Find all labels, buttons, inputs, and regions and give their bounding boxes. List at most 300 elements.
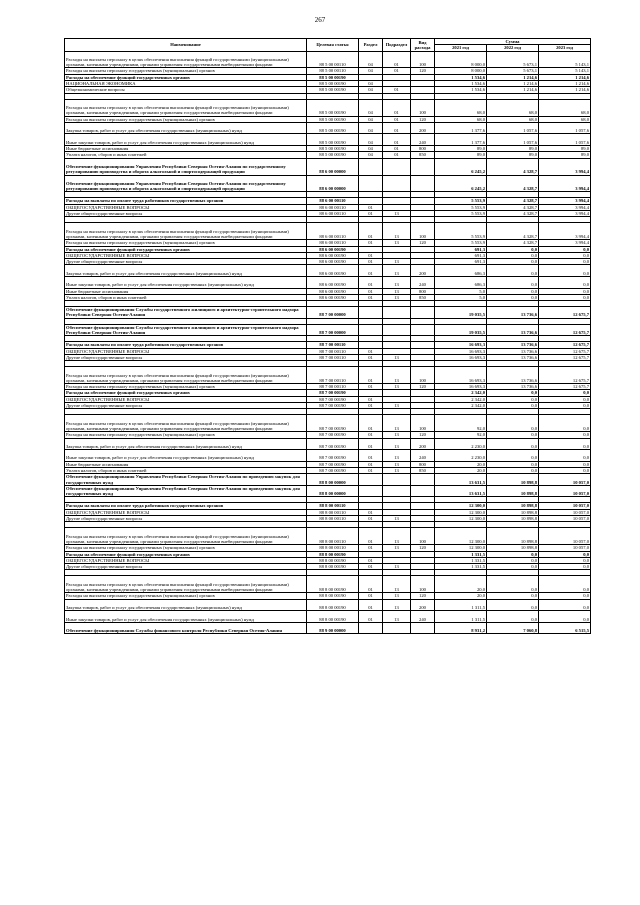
row-target-code: 88 6 00 00190 [307, 288, 359, 294]
row-sum-2021: 686,3 [435, 276, 487, 288]
row-subsection: 13 [383, 288, 411, 294]
row-sum-2022: 4 328,7 [487, 158, 539, 175]
row-section [359, 474, 383, 486]
row-sum-2023: 10 057,0 [539, 516, 591, 522]
table-row [65, 528, 591, 545]
table-row [65, 599, 591, 611]
row-sum-2023: 0,0 [539, 415, 591, 432]
row-expense-type [411, 474, 435, 486]
row-sum-2023: 0,0 [539, 294, 591, 300]
row-subsection [383, 622, 411, 634]
row-sum-2023: 3 994,4 [539, 223, 591, 240]
row-name: Обеспечение функционирования Службы государственного жилищного и архитектурно-строительного надзора Республики Северная Осетия-Алания [65, 307, 307, 319]
row-sum-2023: 12 675,7 [539, 307, 591, 319]
row-section: 01 [359, 545, 383, 551]
row-sum-2023: 10 057,0 [539, 528, 591, 545]
row-section: 01 [359, 528, 383, 545]
row-subsection [383, 485, 411, 497]
row-sum-2021: 1 331,5 [435, 551, 487, 557]
row-section: 01 [359, 415, 383, 432]
row-expense-type: 100 [411, 528, 435, 545]
row-expense-type: 240 [411, 450, 435, 462]
row-subsection: 13 [383, 576, 411, 593]
row-expense-type: 120 [411, 545, 435, 551]
row-sum-2021: 691,3 [435, 246, 487, 252]
row-sum-2021: 1 331,5 [435, 564, 487, 570]
row-sum-2022: 0,0 [487, 611, 539, 623]
row-sum-2022: 10 898,8 [487, 545, 539, 551]
row-sum-2021: 5 553,9 [435, 223, 487, 240]
row-target-code: 88 6 00 00000 [307, 175, 359, 192]
row-section: 01 [359, 259, 383, 265]
row-sum-2023: 0,0 [539, 468, 591, 474]
row-sum-2021: 8 000,0 [435, 51, 487, 68]
row-target-code: 88 7 00 00190 [307, 450, 359, 462]
row-expense-type: 800 [411, 461, 435, 467]
row-section: 01 [359, 403, 383, 409]
row-sum-2022: 0,0 [487, 396, 539, 402]
row-sum-2023: 12 675,7 [539, 384, 591, 390]
row-expense-type: 800 [411, 288, 435, 294]
row-sum-2022: 68,0 [487, 99, 539, 116]
header-section: Раздел [359, 39, 383, 52]
row-target-code: 88 6 00 00190 [307, 294, 359, 300]
row-sum-2021: 16 693,3 [435, 384, 487, 390]
row-section: 04 [359, 152, 383, 158]
table-row [65, 99, 591, 116]
row-target-code: 88 7 00 00110 [307, 367, 359, 384]
row-subsection: 13 [383, 450, 411, 462]
row-section: 01 [359, 204, 383, 210]
row-expense-type: 100 [411, 51, 435, 68]
row-name: Иные закупки товаров, работ и услуг для обеспечения государственных (муниципальных) нужд [65, 276, 307, 288]
table-row [65, 223, 591, 240]
row-name: ОБЩЕГОСУДАРСТВЕННЫЕ ВОПРОСЫ [65, 396, 307, 402]
row-target-code: 88 7 00 00190 [307, 403, 359, 409]
row-target-code: 88 6 00 00190 [307, 265, 359, 277]
row-section: 01 [359, 593, 383, 599]
table-row [65, 611, 591, 623]
header-2023: 2023 год [539, 45, 591, 51]
row-target-code: 88 7 00 00110 [307, 384, 359, 390]
row-sum-2021: 5 553,9 [435, 204, 487, 210]
row-subsection: 13 [383, 403, 411, 409]
row-expense-type: 240 [411, 276, 435, 288]
row-subsection: 01 [383, 122, 411, 134]
row-sum-2022: 13 736,6 [487, 367, 539, 384]
row-section: 01 [359, 265, 383, 277]
row-sum-2021: 92,0 [435, 432, 487, 438]
row-sum-2023: 0,0 [539, 557, 591, 563]
row-name: Иные бюджетные ассигнования [65, 288, 307, 294]
row-sum-2022: 0,0 [487, 576, 539, 593]
row-subsection: 01 [383, 51, 411, 68]
row-name: Расходы на выплаты персоналу в целях обеспечения выполнения функций государственными (муниципальными) органами, казенными учреждениями, органами управления государственными внебюджетными фондами [65, 99, 307, 116]
row-section: 01 [359, 223, 383, 240]
row-target-code: 88 5 00 00190 [307, 74, 359, 80]
row-expense-type: 100 [411, 415, 435, 432]
row-subsection: 01 [383, 134, 411, 146]
table-row [65, 438, 591, 450]
row-subsection: 13 [383, 461, 411, 467]
row-section [359, 307, 383, 319]
row-sum-2021: 5 553,9 [435, 240, 487, 246]
row-target-code: 88 7 00 00110 [307, 342, 359, 348]
row-sum-2023: 68,0 [539, 116, 591, 122]
row-name: Обеспечение функционирования Управления Республики Северная Осетия-Алания по проведению закупок для государственных нужд [65, 474, 307, 486]
row-sum-2021: 19 035,5 [435, 307, 487, 319]
row-sum-2023: 89,0 [539, 146, 591, 152]
row-sum-2023: 3 994,4 [539, 175, 591, 192]
row-sum-2022: 5 673,1 [487, 68, 539, 74]
row-sum-2022: 0,0 [487, 599, 539, 611]
row-sum-2023: 10 057,0 [539, 503, 591, 509]
row-sum-2021: 16 693,3 [435, 342, 487, 348]
row-target-code: 88 5 00 00190 [307, 116, 359, 122]
table-row [65, 324, 591, 336]
row-subsection: 01 [383, 146, 411, 152]
header-2022: 2022 год [487, 45, 539, 51]
row-sum-2023: 0,0 [539, 576, 591, 593]
row-target-code: 88 6 00 00110 [307, 198, 359, 204]
row-name: ОБЩЕГОСУДАРСТВЕННЫЕ ВОПРОСЫ [65, 252, 307, 258]
row-expense-type [411, 485, 435, 497]
row-target-code: 88 6 00 00110 [307, 240, 359, 246]
row-section: 01 [359, 611, 383, 623]
table-row [65, 622, 591, 634]
row-sum-2023: 12 675,7 [539, 342, 591, 348]
row-name: Расходы на выплаты по оплате труда работников государственных органов [65, 503, 307, 509]
row-subsection [383, 307, 411, 319]
row-target-code: 88 7 00 00190 [307, 461, 359, 467]
row-sum-2022: 10 898,8 [487, 474, 539, 486]
row-name: ОБЩЕГОСУДАРСТВЕННЫЕ ВОПРОСЫ [65, 509, 307, 515]
row-section: 04 [359, 99, 383, 116]
row-sum-2021: 1 534,6 [435, 87, 487, 93]
table-row [65, 450, 591, 462]
row-name: Закупка товаров, работ и услуг для обеспечения государственных (муниципальных) нужд [65, 438, 307, 450]
row-section: 04 [359, 122, 383, 134]
row-sum-2022: 0,0 [487, 461, 539, 467]
row-subsection: 13 [383, 223, 411, 240]
row-target-code: 88 6 00 00190 [307, 252, 359, 258]
row-target-code: 88 5 00 00190 [307, 81, 359, 87]
row-sum-2022: 1 214,6 [487, 81, 539, 87]
row-expense-type [411, 158, 435, 175]
row-sum-2022: 0,0 [487, 390, 539, 396]
row-sum-2023: 0,0 [539, 564, 591, 570]
row-name: Расходы на обеспечение функций государственных органов [65, 551, 307, 557]
row-target-code: 88 8 00 00110 [307, 509, 359, 515]
row-target-code: 88 7 00 00110 [307, 354, 359, 360]
row-sum-2023: 3 994,4 [539, 211, 591, 217]
row-sum-2021: 5,0 [435, 288, 487, 294]
row-sum-2022: 0,0 [487, 403, 539, 409]
row-section [359, 158, 383, 175]
row-subsection: 13 [383, 611, 411, 623]
row-sum-2021: 5 553,9 [435, 211, 487, 217]
row-section: 04 [359, 87, 383, 93]
row-expense-type: 120 [411, 432, 435, 438]
row-section: 01 [359, 509, 383, 515]
row-subsection: 13 [383, 468, 411, 474]
row-section [359, 622, 383, 634]
row-expense-type [411, 324, 435, 336]
row-section: 01 [359, 599, 383, 611]
row-target-code: 88 6 00 00110 [307, 223, 359, 240]
row-name: Расходы на выплаты персоналу в целях обеспечения выполнения функций государственными (муниципальными) органами, казенными учреждениями, органами управления государственными внебюджетными фондами [65, 415, 307, 432]
row-section: 01 [359, 461, 383, 467]
row-sum-2021: 1 311,5 [435, 599, 487, 611]
row-target-code: 88 8 00 00190 [307, 557, 359, 563]
row-section [359, 485, 383, 497]
row-target-code: 88 7 00 00000 [307, 307, 359, 319]
row-sum-2022: 13 736,6 [487, 307, 539, 319]
row-name: Расходы на выплаты персоналу в целях обеспечения выполнения функций государственными (муниципальными) органами, казенными учреждениями, органами управления государственными внебюджетными фондами [65, 576, 307, 593]
header-row [65, 39, 591, 45]
row-target-code: 88 5 00 00190 [307, 152, 359, 158]
row-sum-2022: 1 057,6 [487, 122, 539, 134]
row-expense-type: 100 [411, 367, 435, 384]
table-row [65, 474, 591, 486]
row-sum-2023: 0,0 [539, 403, 591, 409]
row-sum-2023: 1 214,6 [539, 74, 591, 80]
row-expense-type: 200 [411, 122, 435, 134]
row-name: Иные закупки товаров, работ и услуг для обеспечения государственных (муниципальных) нужд [65, 611, 307, 623]
row-sum-2022: 4 328,7 [487, 198, 539, 204]
row-subsection: 13 [383, 599, 411, 611]
row-name: Закупка товаров, работ и услуг для обеспечения государственных (муниципальных) нужд [65, 265, 307, 277]
row-sum-2023: 1 214,6 [539, 81, 591, 87]
row-sum-2021: 13 631,5 [435, 474, 487, 486]
row-target-code: 88 5 00 00190 [307, 146, 359, 152]
row-name: ОБЩЕГОСУДАРСТВЕННЫЕ ВОПРОСЫ [65, 557, 307, 563]
row-sum-2022: 10 898,8 [487, 528, 539, 545]
header-name: Наименование [65, 39, 307, 52]
row-section: 01 [359, 396, 383, 402]
row-subsection: 13 [383, 211, 411, 217]
row-sum-2023: 68,0 [539, 99, 591, 116]
row-sum-2021: 2 230,0 [435, 438, 487, 450]
row-expense-type: 100 [411, 223, 435, 240]
row-sum-2022: 68,0 [487, 116, 539, 122]
row-sum-2022: 10 898,8 [487, 509, 539, 515]
row-sum-2022: 10 898,8 [487, 516, 539, 522]
row-name: Другие общегосударственные вопросы [65, 516, 307, 522]
row-target-code: 88 5 00 00190 [307, 134, 359, 146]
row-target-code: 88 8 00 00110 [307, 528, 359, 545]
row-sum-2021: 1 311,5 [435, 611, 487, 623]
row-expense-type: 200 [411, 265, 435, 277]
row-name: Другие общегосударственные вопросы [65, 354, 307, 360]
row-expense-type: 120 [411, 240, 435, 246]
row-subsection: 01 [383, 87, 411, 93]
row-sum-2022: 0,0 [487, 294, 539, 300]
row-sum-2022: 13 736,6 [487, 384, 539, 390]
row-sum-2022: 0,0 [487, 288, 539, 294]
row-target-code: 88 8 00 00110 [307, 545, 359, 551]
row-section: 04 [359, 81, 383, 87]
page-number: 267 [314, 16, 326, 24]
row-sum-2021: 2 230,0 [435, 450, 487, 462]
row-subsection: 13 [383, 384, 411, 390]
row-subsection: 13 [383, 240, 411, 246]
row-name: ОБЩЕГОСУДАРСТВЕННЫЕ ВОПРОСЫ [65, 204, 307, 210]
row-sum-2021: 68,0 [435, 99, 487, 116]
row-sum-2021: 8 000,0 [435, 68, 487, 74]
row-sum-2021: 16 693,3 [435, 367, 487, 384]
row-subsection [383, 324, 411, 336]
row-section: 01 [359, 576, 383, 593]
row-sum-2022: 4 328,7 [487, 175, 539, 192]
row-sum-2023: 3 994,4 [539, 204, 591, 210]
row-sum-2021: 8 931,2 [435, 622, 487, 634]
row-section: 01 [359, 211, 383, 217]
row-sum-2023: 12 675,7 [539, 354, 591, 360]
row-sum-2022: 0,0 [487, 593, 539, 599]
row-sum-2021: 16 693,3 [435, 354, 487, 360]
row-target-code: 88 6 00 00110 [307, 211, 359, 217]
row-target-code: 88 5 00 00190 [307, 87, 359, 93]
row-expense-type: 850 [411, 294, 435, 300]
row-section: 01 [359, 252, 383, 258]
row-sum-2022: 13 736,6 [487, 324, 539, 336]
header-2021: 2021 год [435, 45, 487, 51]
row-sum-2021: 6 245,2 [435, 175, 487, 192]
row-subsection: 13 [383, 593, 411, 599]
row-section: 04 [359, 146, 383, 152]
row-sum-2023: 12 675,7 [539, 324, 591, 336]
row-subsection: 13 [383, 516, 411, 522]
row-section: 01 [359, 240, 383, 246]
row-sum-2023: 0,0 [539, 265, 591, 277]
row-sum-2021: 20,0 [435, 461, 487, 467]
row-target-code: 88 8 00 00110 [307, 516, 359, 522]
table-row [65, 175, 591, 192]
row-sum-2023: 1 214,6 [539, 87, 591, 93]
row-sum-2023: 3 994,4 [539, 198, 591, 204]
row-target-code: 88 7 00 00110 [307, 348, 359, 354]
row-sum-2021: 16 693,3 [435, 348, 487, 354]
row-sum-2023: 0,0 [539, 438, 591, 450]
row-subsection: 01 [383, 152, 411, 158]
row-sum-2023: 0,0 [539, 276, 591, 288]
row-name: Другие общегосударственные вопросы [65, 259, 307, 265]
row-expense-type: 100 [411, 576, 435, 593]
row-target-code: 88 7 00 00190 [307, 396, 359, 402]
row-sum-2021: 20,0 [435, 593, 487, 599]
row-sum-2022: 0,0 [487, 252, 539, 258]
row-sum-2021: 19 035,5 [435, 324, 487, 336]
row-name: Закупка товаров, работ и услуг для обеспечения государственных (муниципальных) нужд [65, 599, 307, 611]
row-name: Закупка товаров, работ и услуг для обеспечения государственных (муниципальных) нужд [65, 122, 307, 134]
row-sum-2022: 89,0 [487, 146, 539, 152]
row-sum-2023: 89,0 [539, 152, 591, 158]
row-name: Расходы на выплаты по оплате труда работников государственных органов [65, 342, 307, 348]
row-name: Обеспечение функционирования Службы государственного жилищного и архитектурно-строительного надзора Республики Северная Осетия-Алания [65, 324, 307, 336]
table-row [65, 307, 591, 319]
row-expense-type: 120 [411, 384, 435, 390]
row-name: Расходы на выплаты по оплате труда работников государственных органов [65, 198, 307, 204]
row-sum-2023: 0,0 [539, 432, 591, 438]
row-name: Иные бюджетные ассигнования [65, 146, 307, 152]
row-target-code: 88 8 00 00000 [307, 474, 359, 486]
row-sum-2022: 0,0 [487, 265, 539, 277]
row-name: Обеспечение функционирования Управления Республики Северная Осетия-Алания по государственному регулированию производства и оборота алкогольной и спиртосодержащей продукции [65, 158, 307, 175]
row-sum-2023: 0,0 [539, 396, 591, 402]
row-sum-2021: 12 300,0 [435, 516, 487, 522]
row-target-code: 88 5 00 00190 [307, 99, 359, 116]
row-subsection [383, 175, 411, 192]
row-name: Другие общегосударственные вопросы [65, 403, 307, 409]
row-target-code: 88 8 00 00190 [307, 599, 359, 611]
row-sum-2021: 1 534,6 [435, 74, 487, 80]
row-target-code: 88 7 00 00190 [307, 415, 359, 432]
row-section: 01 [359, 288, 383, 294]
row-sum-2023: 0,0 [539, 461, 591, 467]
row-expense-type: 200 [411, 599, 435, 611]
row-name: Уплата налогов, сборов и иных платежей [65, 468, 307, 474]
row-sum-2021: 12 300,0 [435, 528, 487, 545]
row-target-code: 88 9 00 00000 [307, 622, 359, 634]
row-section: 01 [359, 367, 383, 384]
row-expense-type: 120 [411, 116, 435, 122]
row-target-code: 88 7 00 00190 [307, 432, 359, 438]
row-sum-2023: 0,0 [539, 450, 591, 462]
row-name: Расходы на выплаты персоналу в целях обеспечения выполнения функций государственными (муниципальными) органами, казенными учреждениями, органами управления государственными внебюджетными фондами [65, 367, 307, 384]
row-name: Расходы на выплаты персоналу государственных (муниципальных) органов [65, 240, 307, 246]
row-sum-2022: 0,0 [487, 246, 539, 252]
row-expense-type: 850 [411, 152, 435, 158]
table-row [65, 134, 591, 146]
row-sum-2021: 2 342,0 [435, 390, 487, 396]
row-sum-2021: 20,0 [435, 576, 487, 593]
row-subsection: 13 [383, 432, 411, 438]
row-sum-2023: 0,0 [539, 288, 591, 294]
table-row [65, 276, 591, 288]
row-target-code: 88 6 00 00110 [307, 204, 359, 210]
row-sum-2021: 5 553,9 [435, 198, 487, 204]
table-body [65, 51, 591, 634]
row-sum-2023: 0,0 [539, 252, 591, 258]
row-sum-2023: 0,0 [539, 593, 591, 599]
row-sum-2023: 3 994,4 [539, 240, 591, 246]
row-sum-2022: 13 736,6 [487, 342, 539, 348]
row-target-code: 88 6 00 00190 [307, 276, 359, 288]
row-sum-2022: 1 057,6 [487, 134, 539, 146]
row-sum-2023: 0,0 [539, 246, 591, 252]
row-sum-2022: 10 898,8 [487, 485, 539, 497]
row-sum-2022: 4 328,7 [487, 204, 539, 210]
row-name: Расходы на обеспечение функций государственных органов [65, 390, 307, 396]
row-name: Расходы на выплаты персоналу государственных (муниципальных) органов [65, 432, 307, 438]
row-name: Общеэкономические вопросы [65, 87, 307, 93]
row-section: 01 [359, 432, 383, 438]
row-section: 01 [359, 557, 383, 563]
table-row [65, 158, 591, 175]
row-sum-2021: 1 377,6 [435, 122, 487, 134]
row-target-code: 88 8 00 00190 [307, 611, 359, 623]
row-subsection [383, 474, 411, 486]
row-section: 01 [359, 564, 383, 570]
row-sum-2021: 2 342,0 [435, 403, 487, 409]
row-sum-2022: 13 736,6 [487, 354, 539, 360]
row-target-code: 88 5 00 00110 [307, 51, 359, 68]
row-name: Расходы на выплаты персоналу государственных (муниципальных) органов [65, 384, 307, 390]
table-row [65, 51, 591, 68]
row-sum-2021: 691,3 [435, 252, 487, 258]
row-name: Расходы на выплаты персоналу государственных (муниципальных) органов [65, 68, 307, 74]
